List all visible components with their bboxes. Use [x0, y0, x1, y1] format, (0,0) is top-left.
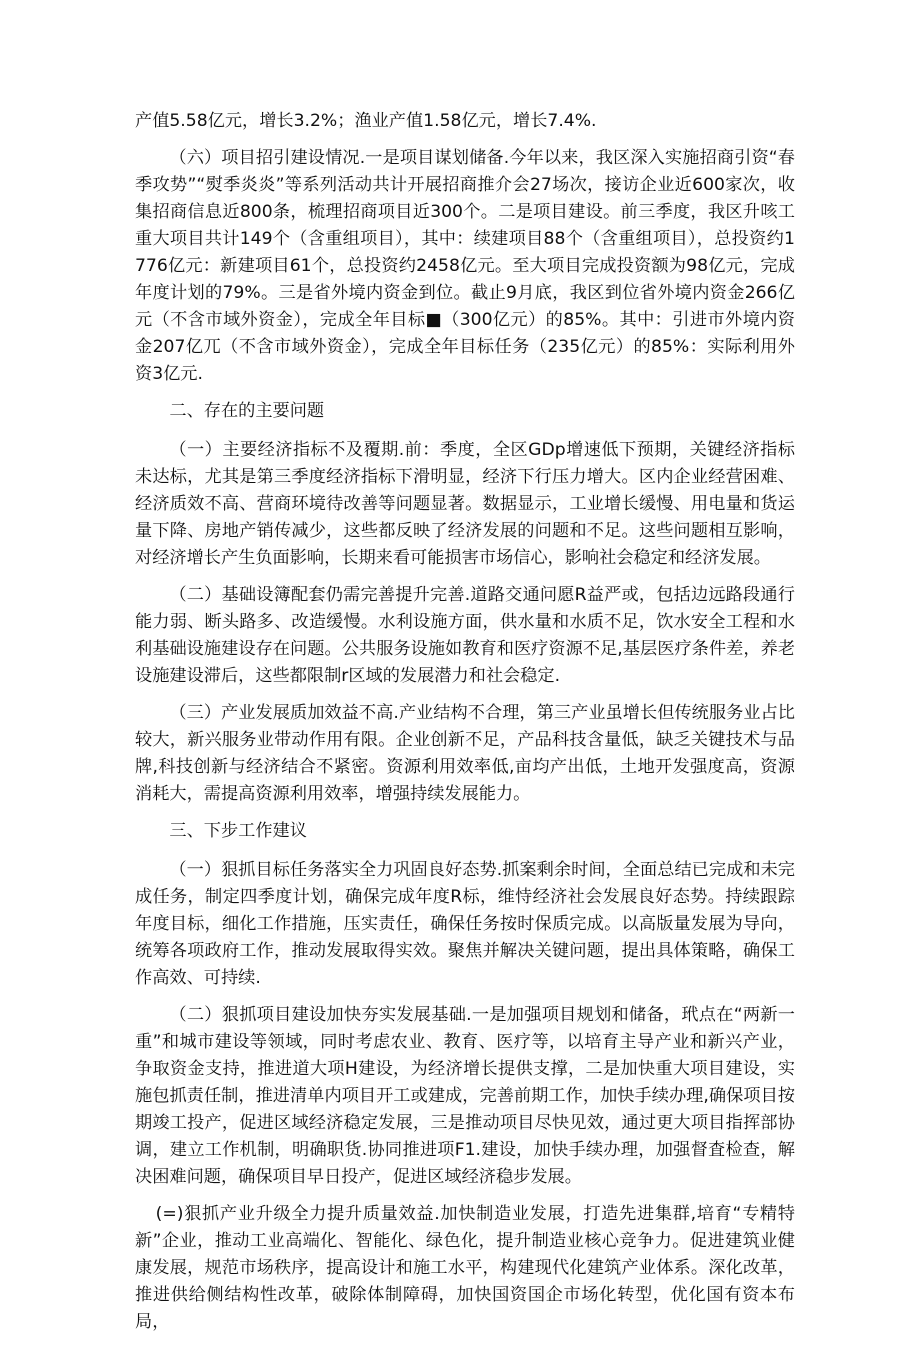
paragraph-infrastructure: （二）基础设簿配套仍需完善提升完善.道路交通问愿R益严或，包括边远路段通行能力弱、断头路多、改造缓慢。水利设施方面，供水量和水质不足，饮水安全工程和水利基础设施建设存在问题。公共服务设施如教育和医疗资源不足,基层医疗条件差，养老设施建设滞后，这些都限制r区域的发展潜力和社会稳定. — [135, 585, 795, 686]
section-heading-next-steps: 三、下步工作建议 — [169, 821, 307, 841]
paragraph-target-tasks: （一）狠抓目标任务落实全力巩固良好态势.抓案剩余时间，全面总结已完成和未完成任务，制定四季度计划，确保完成年度R标，维恃经济社会发展良好态势。持续跟踪年度目标，细化工作措施，压实责任，确保任务按时保质完成。以高版量发展为导向，统筹各项政府工作，推动发展取得实效。聚焦并解决关键问题，提出具体策略，确保工作高效、可持续. — [135, 860, 795, 988]
paragraph-agriculture-output: 产值5.58亿元，增长3.2%；渔业产值1.58亿元，增长7.4%. — [135, 111, 597, 131]
paragraph-project-construction: （二）狠抓项目建设加快夯实发展基础.一是加强项目规划和储备，玳点在“两新一重”和城市建设等领域，同时考虑农业、教育、医疗等，以培育主导产业和新兴产业，争取资金支持，推进道大项H建设，为经济增长提供支撑，二是加快重大项目建设，实施包抓责任制，推进清单内项目开工或建成，完善前期工作，加快手续办理,确保项目按期竣工投产，促进区域经济稳定发展，三是推动项目尽快见效，通过更大项目指挥部协调，建立工作机制，明确职货.协同推进项F1.建设，加快手续办理，加强督査检查，解决困难问题，确保项目早日投产，促进区域经济稳步发展。 — [135, 1005, 795, 1187]
paragraph-industry-quality: （三）产业发展质加效益不高.产业结构不合理，第三产业虽增长但传统服务业占比较大，新兴服务业带动作用有限。企业创新不足，产品科技含量低，缺乏关键技术与品牌,科技创新与经济结合不紧密。资源利用效率低,亩均产出低，土地开发强度高，资源消耗大，需提高资源利用效率，增强持续发展能力。 — [135, 703, 795, 804]
paragraph-industry-upgrade: (=)狠抓产业升级全力提升质量效益.加快制造业发展，打造先进集群,培育“专精特新”企业，推动工业高端化、智能化、绿色化，提升制造业核心竞争力。促进建筑业健康发展，规范市场秩序，提高设计和施工水平，构建现代化建筑产业体系。深化改革，推进供给侧结构性改革，破除体制障碍，加快国资国企市场化转型，优化国有资本布局， — [135, 1204, 795, 1332]
document-body — [135, 108, 795, 1346]
paragraph-project-investment: （六）项目招引建设情况.一是项目谋划储备.今年以来，我区深入实施招商引资“春季攻势”“熨季炎炎”等系列活动共计开展招商推介会27场次，接访企业近600家次，收集招商信息近800条，梳理招商项目近300个。二是项目建设。前三季度，我区升咳工重大项目共计149个（含重组项目），其中：续建项目88个（含重组项目），总投资约1776亿元：新建项目61个，总投资约2458亿元。至大项目完成投资额为98亿元，完成年度计划的79%。三是省外境内资金到位。截止9月底，我区到位省外境内资金266亿元（不含市域外资金），完成全年目标■（300亿元）的85%。其中：引进市外境内资金207亿兀（不含市域外资金），完成全年目标任务（235亿元）的85%：实际利用外资3亿元. — [135, 148, 795, 384]
section-heading-main-problems: 二、存在的主要问题 — [169, 401, 325, 421]
paragraph-economic-indicators: （一）主要经济指标不及覆期.前：季度，全区GDp增速低下预期，关键经济指标未达标，尤其是第三季度经济指标下滑明显，经济下行压力增大。区内企业经营困难、经济质效不高、营商环境待改善等问题显著。数据显示，工业增长缓慢、用电量和货运量下降、房地产销传减少，这些都反映了经济发展的问题和不足。这些问题相互影响，对经济增长产生负面影响，长期来看可能损害市场信心，影响社会稳定和经济发展。 — [135, 440, 795, 568]
